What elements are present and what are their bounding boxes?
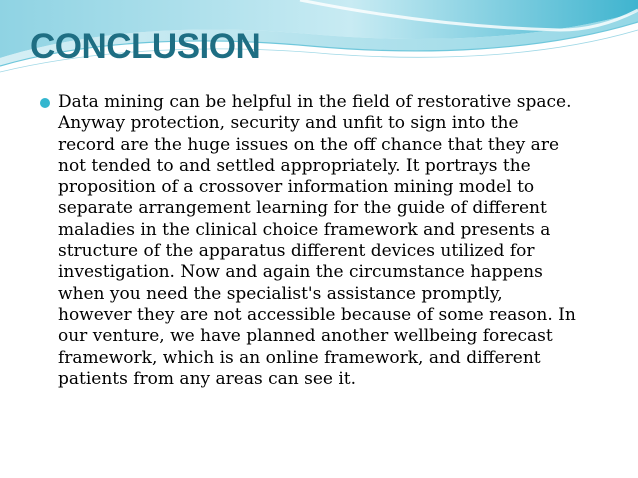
body-line: when you need the specialist's assistance promptly, [58,283,503,304]
body-line: record are the huge issues on the off chance that they are [58,134,560,155]
body-line: patients from any areas can see it. [58,368,357,389]
body-line: separate arrangement learning for the guide of different [58,198,547,219]
bullet-list [40,92,610,390]
body-line: Data mining can be helpful in the field of restorative space. [58,92,572,112]
bullet-item [40,92,610,390]
body-line: structure of the apparatus different devices utilized for [58,241,535,262]
filled-circle-bullet-icon [40,98,50,108]
body-line: framework, which is an online framework, and different [58,347,541,368]
body-line: maladies in the clinical choice framework and presents a [58,219,551,240]
body-line: not tended to and settled appropriately. It portrays the [58,155,531,176]
slide-title: CONCLUSION [30,27,261,66]
body-line: proposition of a crossover information mining model to [58,177,535,198]
body-line: Anyway protection, security and unfit to sign into the [58,113,519,134]
body-line: investigation. Now and again the circumstance happens [58,262,543,283]
body-line: our venture, we have planned another wellbeing forecast [58,326,553,347]
body-line: however they are not accessible because of some reason. In [58,304,576,325]
